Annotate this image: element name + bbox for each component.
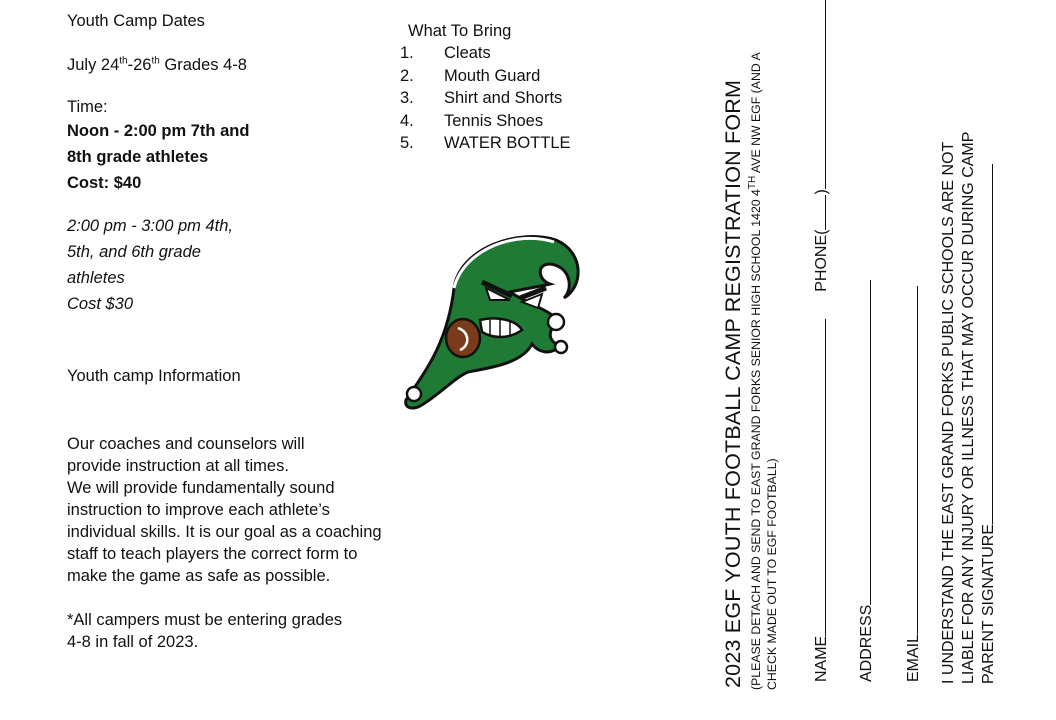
address-label: ADDRESS <box>858 604 875 682</box>
list-item: 5. WATER BOTTLE <box>400 134 571 153</box>
camp-dates: July 24th-26th Grades 4-8 <box>67 55 247 74</box>
waiver-line2: LIABLE FOR ANY INJURY OR ILLNESS THAT MAY OCCUR DURING CAMP <box>960 131 977 684</box>
green-wave-mascot-logo <box>398 228 583 418</box>
info-line: make the game as safe as possible. <box>67 567 331 585</box>
session2-cost: Cost $30 <box>67 295 134 313</box>
phone-label: PHONE( <box>813 229 830 292</box>
eligibility-note: *All campers must be entering grades <box>67 611 343 629</box>
address-field[interactable] <box>858 280 876 682</box>
football-icon <box>446 319 480 357</box>
eligibility-note: 4-8 in fall of 2023. <box>67 633 199 651</box>
form-instructions: (PLEASE DETACH AND SEND TO EAST GRAND FORKS SENIOR HIGH SCHOOL 1420 4TH AVE NW EGF (AND A <box>746 52 763 690</box>
phone-close: ) <box>813 189 830 195</box>
form-instructions-line2: CHECK MADE OUT TO EGF FOOTBALL) <box>765 458 779 690</box>
dates-heading: Youth Camp Dates <box>67 12 205 30</box>
email-label: EMAIL <box>905 633 922 682</box>
list-item: 2. Mouth Guard <box>400 66 541 85</box>
form-title: 2023 EGF YOUTH FOOTBALL CAMP REGISTRATION FORM <box>721 79 745 688</box>
info-line: provide instruction at all times. <box>67 457 289 475</box>
info-line: We will provide fundamentally sound <box>67 479 335 497</box>
wave-curl <box>407 387 421 401</box>
phone-input-line[interactable] <box>825 0 826 189</box>
info-line: staff to teach players the correct form to <box>67 545 358 563</box>
info-line: Our coaches and counselors will <box>67 435 305 453</box>
address-input-line[interactable] <box>870 280 871 605</box>
list-item: 1. Cleats <box>400 44 491 63</box>
name-input-line[interactable] <box>825 319 826 636</box>
waiver-line1: I UNDERSTAND THE EAST GRAND FORKS PUBLIC SCHOOLS ARE NOT <box>940 141 957 684</box>
session2-line3: athletes <box>67 269 125 287</box>
wave-curl <box>555 341 567 353</box>
camp-info-column <box>67 10 397 653</box>
name-label: NAME <box>813 635 830 682</box>
email-field[interactable] <box>905 286 923 682</box>
session2-line1: 2:00 pm - 3:00 pm 4th, <box>67 217 234 235</box>
bring-heading: What To Bring <box>408 22 512 40</box>
signature-input-line[interactable] <box>992 164 993 524</box>
info-heading: Youth camp Information <box>67 367 241 385</box>
what-to-bring-list <box>400 20 660 154</box>
session1-line2: 8th grade athletes <box>67 148 209 166</box>
session1-cost: Cost: $40 <box>67 174 142 192</box>
list-item: 4. Tennis Shoes <box>400 111 544 130</box>
info-line: individual skills. It is our goal as a coaching <box>67 523 382 541</box>
phone-area-code-line[interactable] <box>825 195 826 230</box>
signature-label: PARENT SIGNATURE <box>980 523 997 684</box>
wave-curl <box>548 314 564 330</box>
name-field[interactable] <box>813 0 831 682</box>
session2-line2: 5th, and 6th grade <box>67 243 201 261</box>
signature-field[interactable] <box>980 164 998 684</box>
session1-line1: Noon - 2:00 pm 7th and <box>67 122 250 140</box>
time-label: Time: <box>67 98 108 116</box>
list-item: 3. Shirt and Shorts <box>400 89 563 108</box>
email-input-line[interactable] <box>917 286 918 634</box>
info-line: instruction to improve each athlete’s <box>67 501 330 519</box>
